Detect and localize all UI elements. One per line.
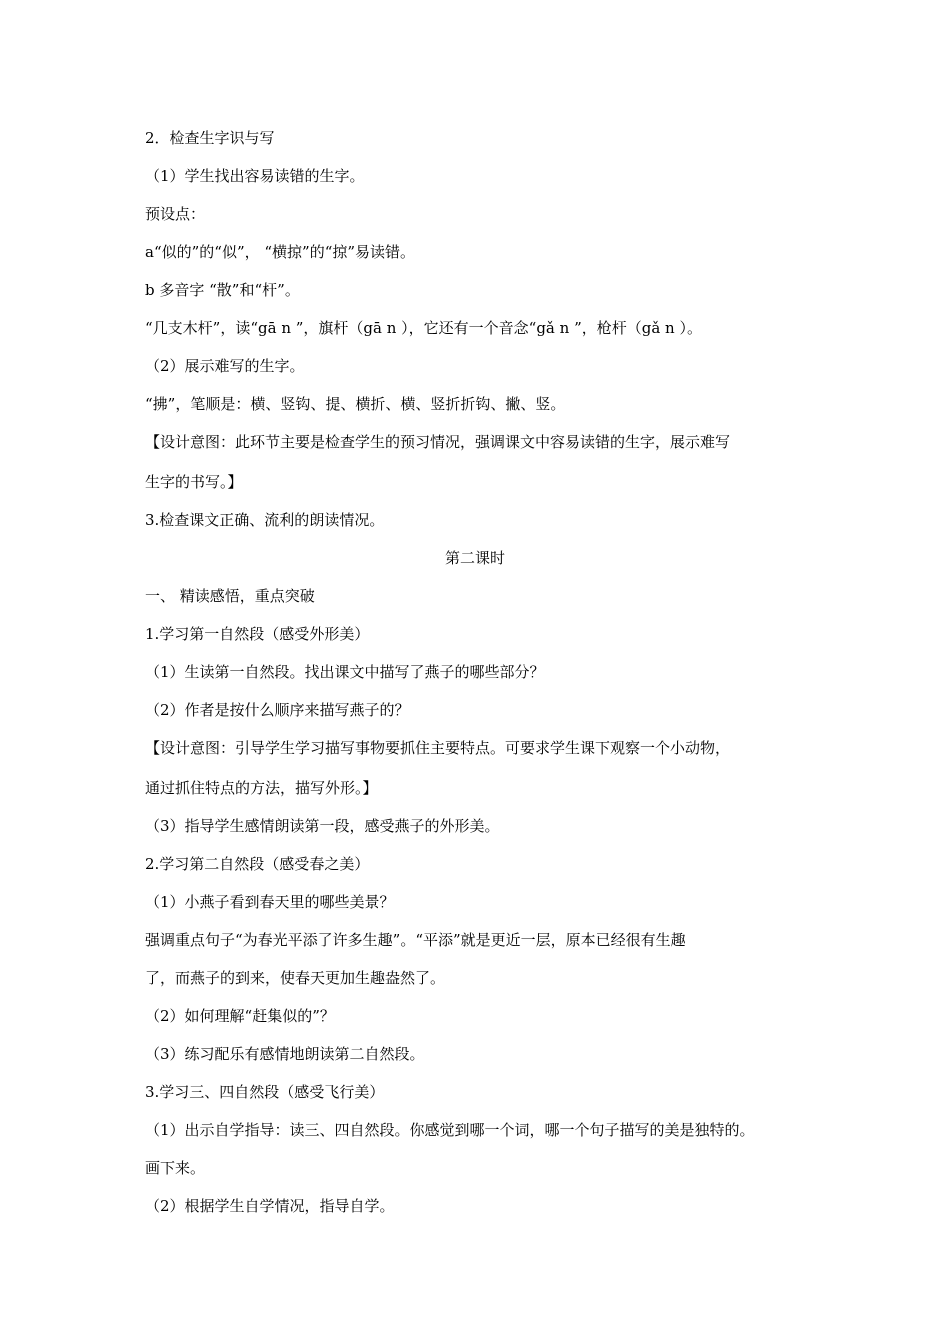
text-line: （3）指导学生感情朗读第一段，感受燕子的外形美。 <box>145 817 500 835</box>
section-heading-paragraphs-3-4: 3.学习三、四自然段（感受飞行美） <box>145 1083 385 1101</box>
text-line: b 多音字 “散”和“杆”。 <box>145 281 300 299</box>
text-line: （2）展示难写的生字。 <box>145 357 305 375</box>
text-line: （1）出示自学指导：读三、四自然段。你感觉到哪一个词，哪一个句子描写的美是独特的。 <box>145 1121 755 1139</box>
text-line: （3）练习配乐有感情地朗读第二自然段。 <box>145 1045 425 1063</box>
design-intent-note: 【设计意图：此环节主要是检查学生的预习情况，强调课文中容易读错的生字，展示难写 <box>145 433 731 451</box>
text-line: （2）根据学生自学情况，指导自学。 <box>145 1197 395 1215</box>
section-heading-paragraph-2: 2.学习第二自然段（感受春之美） <box>145 855 370 873</box>
text-line: （1）生读第一自然段。找出课文中描写了燕子的哪些部分？ <box>145 663 545 681</box>
text-line: （2）如何理解“赶集似的”？ <box>145 1007 335 1025</box>
text-line: （1）小燕子看到春天里的哪些美景？ <box>145 893 395 911</box>
text-line: 预设点： <box>145 205 206 223</box>
design-intent-note-cont: 通过抓住特点的方法，描写外形。】 <box>145 779 378 797</box>
text-line: “拂”，笔顺是：横、竖钩、提、横折、横、竖折折钩、撇、竖。 <box>145 395 566 413</box>
section-heading-reading-check: 3.检查课文正确、流利的朗读情况。 <box>145 511 385 529</box>
text-line-pinyin: “几支木杆”，读“gā n ”，旗杆（gā n ），它还有一个音念“gǎ n ”，枪杆（gǎ n ）。 <box>145 319 702 337</box>
section-heading-paragraph-1: 1.学习第一自然段（感受外形美） <box>145 625 370 643</box>
text-line: （2）作者是按什么顺序来描写燕子的？ <box>145 701 410 719</box>
design-intent-note-cont: 生字的书写。】 <box>145 473 243 491</box>
text-line: 强调重点句子“为春光平添了许多生趣”。“平添”就是更近一层，原本已经很有生趣 <box>145 931 686 949</box>
section-heading-intensive-reading: 一、 精读感悟，重点突破 <box>145 587 315 605</box>
text-line-cont: 了，而燕子的到来，使春天更加生趣盎然了。 <box>145 969 446 987</box>
text-line: （1）学生找出容易读错的生字。 <box>145 167 365 185</box>
section-heading-check-characters: 2．检查生字识与写 <box>145 129 275 147</box>
design-intent-note: 【设计意图：引导学生学习描写事物要抓住主要特点。可要求学生课下观察一个小动物， <box>145 739 731 757</box>
text-line: a“似的”的“似”， “横掠”的“掠”易读错。 <box>145 243 416 261</box>
lesson-title-second-period: 第二课时 <box>444 549 505 567</box>
text-line-cont: 画下来。 <box>145 1159 206 1177</box>
